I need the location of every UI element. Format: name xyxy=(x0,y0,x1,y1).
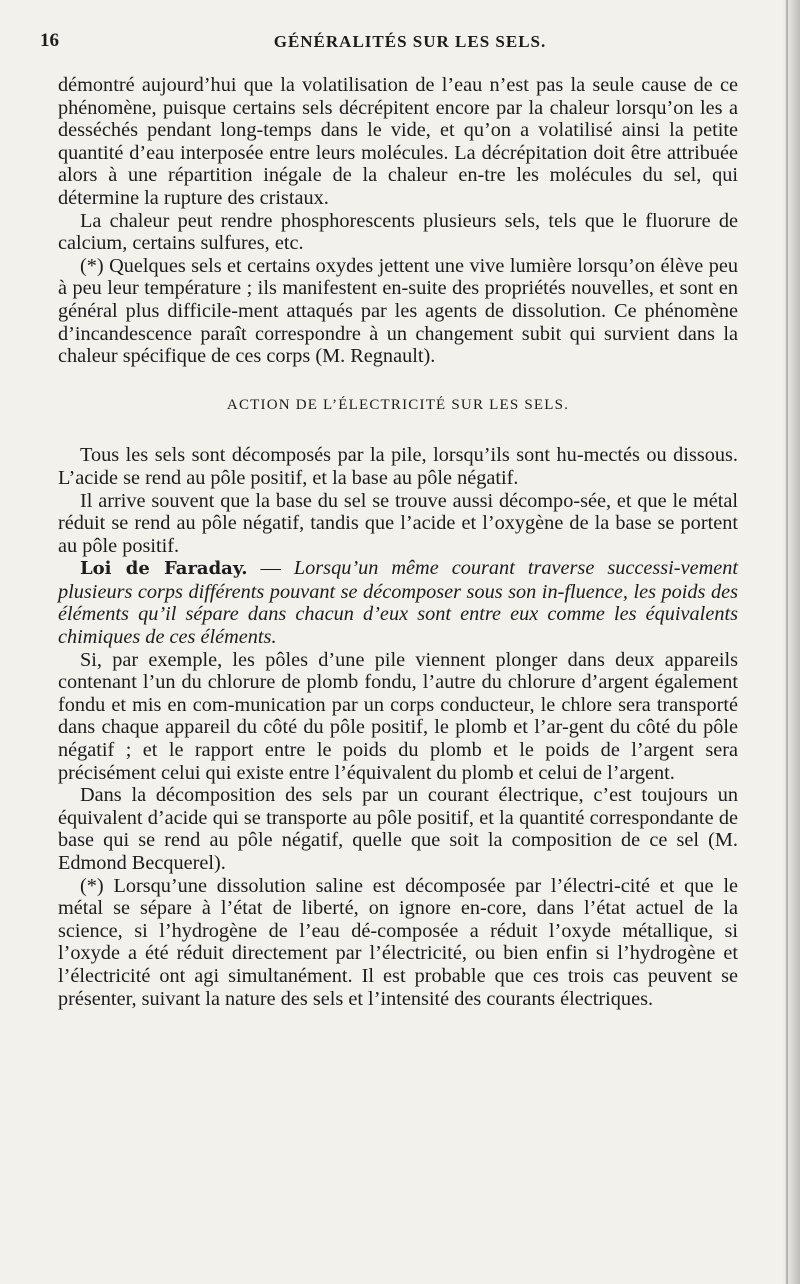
paragraph-becquerel: Dans la décomposition des sels par un courant électrique, c’est toujours un équivalent d’acide qui se transporte au pôle positif, et la quantité correspondante de base qui se rend au pôle négatif, quelle que soit la composition de ce sel (M. Edmond Becquerel). xyxy=(58,784,738,874)
paragraph-decomposition: Tous les sels sont décomposés par la pile, lorsqu’ils sont hu-mectés ou dissous. L’acide se rend au pôle positif, et la base au pôle négatif. xyxy=(58,444,738,489)
page-header xyxy=(40,20,740,60)
page-edge-line xyxy=(786,0,788,1284)
law-statement: Lorsqu’un même courant traverse successi-vement plusieurs corps différents pouvant se décomposer sous son in-fluence, les poids des éléments qu’il sépare dans chacun d’eux sont entre eux comme les équivalents chimiques de ces éléments. xyxy=(58,557,738,649)
law-dash: — xyxy=(247,557,294,580)
running-head: GÉNÉRALITÉS SUR LES SELS. xyxy=(273,32,547,51)
page-edge-shadow xyxy=(782,0,800,1284)
paragraph-base-decomposition: Il arrive souvent que la base du sel se trouve aussi décompo-sée, et que le métal réduit se rend au pôle négatif, tandis que l’acide et l’oxygène de la base se portent au pôle positif. xyxy=(58,489,738,557)
law-name: Loi de Faraday. xyxy=(80,558,248,580)
paragraph-faraday-law xyxy=(58,557,738,648)
paragraph-phosphorescence: La chaleur peut rendre phosphorescents plusieurs sels, tels que le fluorure de calcium, certains sulfures, etc. xyxy=(58,209,738,255)
paragraph-dissolution-note: (*) Lorsqu’une dissolution saline est décomposée par l’électri-cité et que le métal se sépare à l’état de liberté, on ignore en-core, dans l’état actuel de la science, si l’hydrogène de l’eau dé-composée a réduit l’oxyde métallique, si l’oxyde a été réduit directement par l’électricité, ou bien enfin si l’hydrogène et l’électricité ont agi simultanément. Il est probable que ces trois cas peuvent se présenter, suivant la nature des sels et l’intensité des courants électriques. xyxy=(58,874,738,1010)
section-title: ACTION DE L’ÉLECTRICITÉ SUR LES SELS. xyxy=(226,396,570,413)
body-text xyxy=(58,74,738,1010)
paragraph-example: Si, par exemple, les pôles d’une pile viennent plonger dans deux appareils contenant l’un du chlorure de plomb fondu, l’autre du chlorure d’argent également fondu et mis en com-munication par un corps conducteur, le chlore sera transporté dans chaque appareil du côté du pôle positif, le plomb et l’ar-gent du côté du pôle négatif ; et le rapport entre le poids du plomb et le poids de l’argent sera précisément celui qui existe entre l’équivalent du plomb et celui de l’argent. xyxy=(58,648,738,784)
paragraph-incandescence-note: (*) Quelques sels et certains oxydes jettent une vive lumière lorsqu’on élève peu à peu leur température ; ils manifestent en-suite des propriétés nouvelles, et sont en général plus difficile-ment attaqués par les agents de dissolution. Ce phénomène d’incandescence paraît correspondre à un changement subit qui survient dans la chaleur spécifique de ces corps (M. Regnault). xyxy=(58,254,738,368)
page-number: 16 xyxy=(40,30,59,51)
paragraph-decrepitation: démontré aujourd’hui que la volatilisation de l’eau n’est pas la seule cause de ce phénomène, puisque certains sels décrépitent encore par la chaleur lorsqu’on les a desséchés pendant long-temps dans le vide, et qu’on a volatilisé ainsi la petite quantité d’eau interposée entre leurs molécules. La décrépitation doit être attribuée alors à une répartition inégale de la chaleur en-tre les molécules du sel, qui détermine la rupture des cristaux. xyxy=(58,74,738,209)
